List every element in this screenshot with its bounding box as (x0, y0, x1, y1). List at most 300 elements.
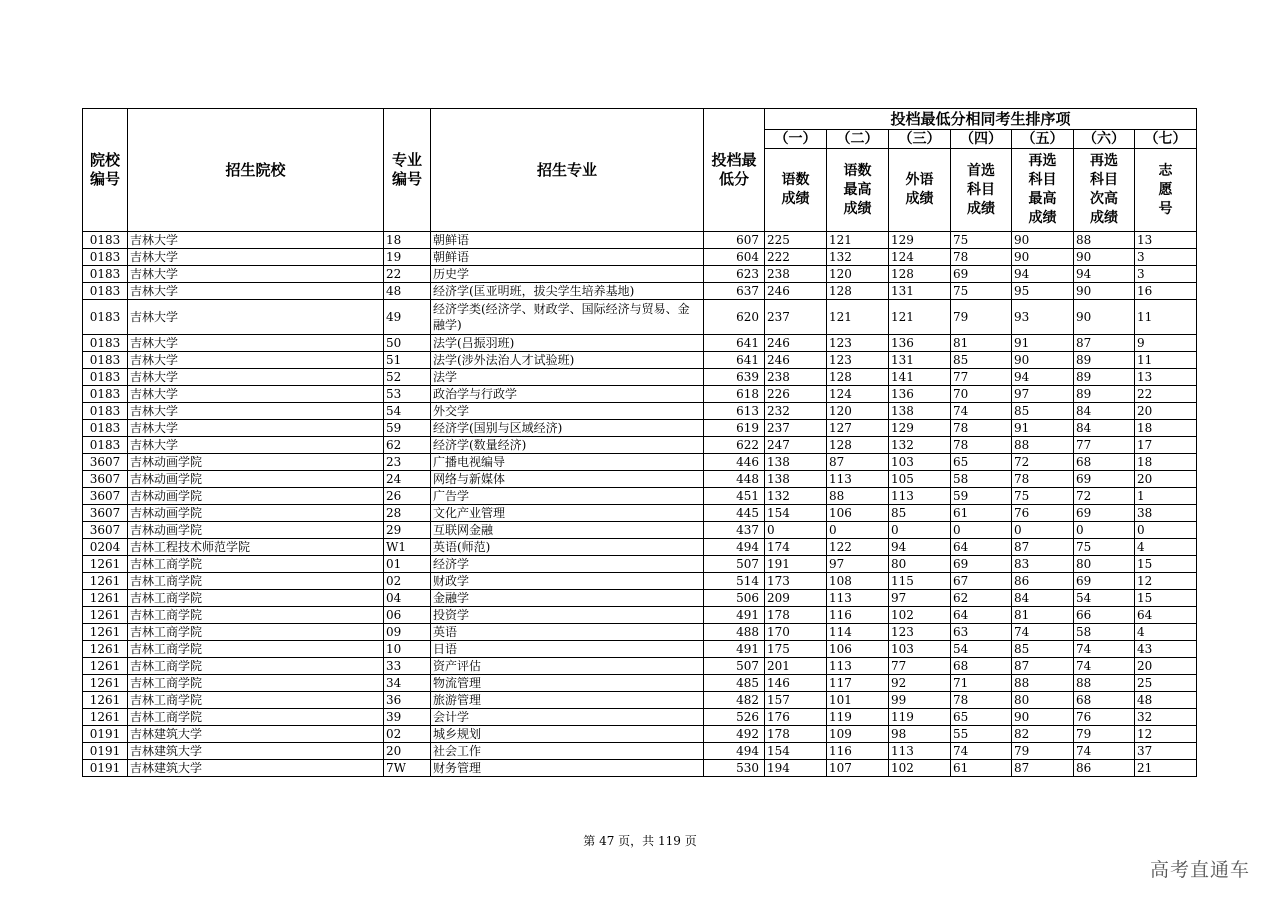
cell-rank-1: 176 (765, 709, 827, 726)
cell-major-name: 文化产业管理 (431, 505, 704, 522)
cell-min-score: 641 (704, 352, 765, 369)
cell-major-code: 09 (384, 624, 431, 641)
cell-rank-3: 85 (889, 505, 951, 522)
cell-school-name: 吉林工商学院 (128, 641, 384, 658)
header-major-code (384, 109, 431, 232)
cell-rank-2: 107 (827, 760, 889, 777)
cell-rank-1: 174 (765, 539, 827, 556)
cell-min-score: 526 (704, 709, 765, 726)
cell-min-score: 637 (704, 283, 765, 300)
cell-rank-5: 78 (1012, 471, 1074, 488)
cell-school-code: 0191 (83, 743, 128, 760)
cell-school-code: 1261 (83, 658, 128, 675)
cell-school-name: 吉林大学 (128, 386, 384, 403)
cell-min-score: 494 (704, 743, 765, 760)
cell-rank-2: 108 (827, 573, 889, 590)
cell-rank-5: 84 (1012, 590, 1074, 607)
cell-rank-3: 141 (889, 369, 951, 386)
cell-rank-5: 88 (1012, 675, 1074, 692)
cell-major-name: 广播电视编导 (431, 454, 704, 471)
cell-school-name: 吉林大学 (128, 335, 384, 352)
cell-rank-5: 82 (1012, 726, 1074, 743)
cell-rank-1: 238 (765, 369, 827, 386)
cell-min-score: 451 (704, 488, 765, 505)
cell-major-name: 外交学 (431, 403, 704, 420)
cell-rank-2: 128 (827, 283, 889, 300)
cell-rank-1: 238 (765, 266, 827, 283)
cell-rank-2: 101 (827, 692, 889, 709)
cell-rank-6: 75 (1074, 539, 1135, 556)
watermark-logo: 高考直通车 (1149, 859, 1250, 881)
header-rank-7: （七） (1135, 130, 1197, 149)
cell-rank-1: 247 (765, 437, 827, 454)
table-header (83, 109, 1197, 232)
cell-rank-4: 70 (951, 386, 1012, 403)
cell-rank-3: 128 (889, 266, 951, 283)
cell-rank-4: 71 (951, 675, 1012, 692)
cell-major-name: 投资学 (431, 607, 704, 624)
cell-school-name: 吉林工商学院 (128, 709, 384, 726)
cell-rank-2: 127 (827, 420, 889, 437)
cell-rank-4: 75 (951, 232, 1012, 249)
cell-major-name: 经济学(匡亚明班，拔尖学生培养基地) (431, 283, 704, 300)
cell-rank-1: 232 (765, 403, 827, 420)
cell-rank-1: 194 (765, 760, 827, 777)
cell-school-name: 吉林大学 (128, 369, 384, 386)
cell-rank-1: 237 (765, 420, 827, 437)
cell-rank-6: 74 (1074, 658, 1135, 675)
cell-min-score: 506 (704, 590, 765, 607)
cell-school-name: 吉林工程技术师范学院 (128, 539, 384, 556)
cell-rank-3: 129 (889, 232, 951, 249)
table-row (83, 760, 1197, 777)
cell-rank-7: 21 (1135, 760, 1197, 777)
cell-major-code: 49 (384, 300, 431, 335)
cell-rank-5: 91 (1012, 335, 1074, 352)
cell-rank-4: 74 (951, 403, 1012, 420)
header-major-code-text: 专业编号 (392, 151, 423, 188)
cell-school-name: 吉林大学 (128, 420, 384, 437)
header-rank-item-6 (1074, 149, 1135, 232)
cell-rank-3: 77 (889, 658, 951, 675)
cell-rank-6: 69 (1074, 471, 1135, 488)
cell-school-code: 1261 (83, 641, 128, 658)
cell-school-code: 0183 (83, 352, 128, 369)
cell-rank-6: 76 (1074, 709, 1135, 726)
cell-rank-5: 80 (1012, 692, 1074, 709)
cell-rank-1: 178 (765, 726, 827, 743)
cell-rank-3: 92 (889, 675, 951, 692)
cell-major-name: 经济学(国别与区域经济) (431, 420, 704, 437)
cell-major-name: 法学(吕振羽班) (431, 335, 704, 352)
cell-rank-2: 119 (827, 709, 889, 726)
cell-rank-7: 12 (1135, 726, 1197, 743)
cell-rank-5: 86 (1012, 573, 1074, 590)
cell-rank-1: 175 (765, 641, 827, 658)
cell-min-score: 485 (704, 675, 765, 692)
cell-major-name: 财政学 (431, 573, 704, 590)
cell-rank-7: 48 (1135, 692, 1197, 709)
cell-rank-3: 131 (889, 283, 951, 300)
cell-rank-6: 87 (1074, 335, 1135, 352)
cell-rank-1: 0 (765, 522, 827, 539)
cell-school-name: 吉林工商学院 (128, 692, 384, 709)
admission-score-table (82, 108, 1197, 777)
cell-rank-5: 91 (1012, 420, 1074, 437)
header-min-score-text: 投档最低分 (711, 151, 757, 188)
table-body (83, 232, 1197, 777)
table-row (83, 283, 1197, 300)
table-row (83, 420, 1197, 437)
header-rank-item-text: 外语成绩 (905, 172, 934, 207)
cell-rank-2: 106 (827, 505, 889, 522)
cell-rank-2: 120 (827, 266, 889, 283)
cell-rank-4: 75 (951, 283, 1012, 300)
cell-min-score: 491 (704, 607, 765, 624)
cell-school-code: 0191 (83, 726, 128, 743)
cell-rank-1: 173 (765, 573, 827, 590)
cell-school-code: 0183 (83, 283, 128, 300)
cell-school-name: 吉林大学 (128, 266, 384, 283)
cell-rank-1: 138 (765, 471, 827, 488)
cell-school-name: 吉林工商学院 (128, 675, 384, 692)
cell-rank-5: 87 (1012, 658, 1074, 675)
table-row (83, 743, 1197, 760)
cell-major-name: 经济学类(经济学、财政学、国际经济与贸易、金融学) (431, 300, 704, 335)
cell-min-score: 530 (704, 760, 765, 777)
cell-rank-5: 83 (1012, 556, 1074, 573)
cell-school-name: 吉林工商学院 (128, 624, 384, 641)
cell-rank-6: 72 (1074, 488, 1135, 505)
table-row (83, 573, 1197, 590)
cell-rank-5: 94 (1012, 369, 1074, 386)
cell-major-code: 53 (384, 386, 431, 403)
table-row (83, 232, 1197, 249)
cell-major-name: 法学(涉外法治人才试验班) (431, 352, 704, 369)
table-row (83, 471, 1197, 488)
cell-rank-2: 132 (827, 249, 889, 266)
cell-school-name: 吉林建筑大学 (128, 760, 384, 777)
cell-rank-7: 15 (1135, 590, 1197, 607)
cell-rank-2: 113 (827, 658, 889, 675)
cell-min-score: 607 (704, 232, 765, 249)
cell-rank-7: 12 (1135, 573, 1197, 590)
header-rank-item-3 (889, 149, 951, 232)
cell-min-score: 482 (704, 692, 765, 709)
cell-major-code: 26 (384, 488, 431, 505)
cell-rank-2: 114 (827, 624, 889, 641)
cell-rank-1: 146 (765, 675, 827, 692)
cell-rank-4: 77 (951, 369, 1012, 386)
cell-school-code: 0191 (83, 760, 128, 777)
cell-school-code: 3607 (83, 454, 128, 471)
cell-major-name: 英语 (431, 624, 704, 641)
cell-major-code: 23 (384, 454, 431, 471)
header-rank-item-text: 首选科目成绩 (967, 162, 995, 217)
cell-major-code: W1 (384, 539, 431, 556)
cell-rank-3: 105 (889, 471, 951, 488)
cell-school-name: 吉林建筑大学 (128, 743, 384, 760)
table-row (83, 505, 1197, 522)
cell-rank-2: 123 (827, 335, 889, 352)
cell-rank-3: 115 (889, 573, 951, 590)
cell-rank-2: 117 (827, 675, 889, 692)
cell-rank-5: 72 (1012, 454, 1074, 471)
cell-school-code: 0183 (83, 249, 128, 266)
cell-rank-6: 84 (1074, 420, 1135, 437)
cell-rank-1: 222 (765, 249, 827, 266)
cell-rank-3: 138 (889, 403, 951, 420)
cell-school-name: 吉林大学 (128, 283, 384, 300)
cell-school-code: 1261 (83, 556, 128, 573)
table-row (83, 607, 1197, 624)
cell-major-name: 网络与新媒体 (431, 471, 704, 488)
header-min-score (704, 109, 765, 232)
cell-rank-7: 38 (1135, 505, 1197, 522)
cell-school-name: 吉林工商学院 (128, 658, 384, 675)
cell-school-name: 吉林大学 (128, 232, 384, 249)
cell-min-score: 613 (704, 403, 765, 420)
cell-rank-5: 90 (1012, 232, 1074, 249)
cell-rank-1: 225 (765, 232, 827, 249)
cell-major-name: 经济学(数量经济) (431, 437, 704, 454)
cell-rank-6: 80 (1074, 556, 1135, 573)
cell-rank-1: 138 (765, 454, 827, 471)
cell-rank-2: 109 (827, 726, 889, 743)
cell-rank-1: 246 (765, 335, 827, 352)
header-school-code-text: 院校编号 (90, 151, 121, 188)
cell-rank-7: 0 (1135, 522, 1197, 539)
cell-major-code: 02 (384, 726, 431, 743)
cell-rank-6: 79 (1074, 726, 1135, 743)
cell-major-code: 10 (384, 641, 431, 658)
cell-rank-1: 237 (765, 300, 827, 335)
cell-rank-1: 170 (765, 624, 827, 641)
header-rank-item-4 (951, 149, 1012, 232)
cell-major-code: 04 (384, 590, 431, 607)
cell-major-code: 48 (384, 283, 431, 300)
cell-major-name: 朝鲜语 (431, 232, 704, 249)
cell-min-score: 514 (704, 573, 765, 590)
cell-min-score: 437 (704, 522, 765, 539)
cell-rank-5: 90 (1012, 352, 1074, 369)
cell-rank-7: 4 (1135, 624, 1197, 641)
cell-rank-4: 64 (951, 539, 1012, 556)
cell-school-code: 3607 (83, 488, 128, 505)
page-footer: 第 47 页，共 119 页 (583, 834, 697, 848)
cell-major-name: 社会工作 (431, 743, 704, 760)
table-row (83, 335, 1197, 352)
cell-rank-3: 121 (889, 300, 951, 335)
cell-rank-6: 89 (1074, 352, 1135, 369)
cell-major-name: 经济学 (431, 556, 704, 573)
cell-rank-4: 61 (951, 760, 1012, 777)
cell-rank-2: 116 (827, 743, 889, 760)
cell-major-code: 33 (384, 658, 431, 675)
header-rank-item-5 (1012, 149, 1074, 232)
cell-major-code: 54 (384, 403, 431, 420)
cell-major-code: 22 (384, 266, 431, 283)
cell-rank-7: 11 (1135, 352, 1197, 369)
cell-school-code: 0183 (83, 403, 128, 420)
header-rank-4: （四） (951, 130, 1012, 149)
header-rank-5: （五） (1012, 130, 1074, 149)
cell-rank-5: 85 (1012, 403, 1074, 420)
cell-school-name: 吉林动画学院 (128, 488, 384, 505)
cell-rank-7: 64 (1135, 607, 1197, 624)
cell-rank-6: 84 (1074, 403, 1135, 420)
cell-rank-2: 128 (827, 437, 889, 454)
cell-school-code: 0183 (83, 266, 128, 283)
cell-rank-2: 124 (827, 386, 889, 403)
cell-rank-4: 55 (951, 726, 1012, 743)
cell-rank-6: 90 (1074, 283, 1135, 300)
header-rank-item-7 (1135, 149, 1197, 232)
table-row (83, 709, 1197, 726)
table-row (83, 300, 1197, 335)
cell-rank-3: 94 (889, 539, 951, 556)
cell-rank-4: 74 (951, 743, 1012, 760)
cell-major-code: 29 (384, 522, 431, 539)
header-rank-item-1 (765, 149, 827, 232)
cell-rank-1: 154 (765, 505, 827, 522)
cell-rank-6: 90 (1074, 249, 1135, 266)
cell-rank-7: 15 (1135, 556, 1197, 573)
table-row (83, 556, 1197, 573)
cell-school-code: 0183 (83, 300, 128, 335)
header-major-name: 招生专业 (431, 109, 704, 232)
cell-min-score: 446 (704, 454, 765, 471)
cell-major-name: 英语(师范) (431, 539, 704, 556)
cell-rank-1: 201 (765, 658, 827, 675)
cell-school-name: 吉林工商学院 (128, 607, 384, 624)
cell-rank-1: 246 (765, 283, 827, 300)
cell-rank-2: 113 (827, 471, 889, 488)
cell-rank-6: 0 (1074, 522, 1135, 539)
cell-rank-6: 68 (1074, 692, 1135, 709)
cell-school-code: 0183 (83, 386, 128, 403)
cell-rank-4: 58 (951, 471, 1012, 488)
cell-rank-7: 13 (1135, 369, 1197, 386)
cell-rank-6: 88 (1074, 675, 1135, 692)
cell-rank-6: 89 (1074, 369, 1135, 386)
cell-rank-2: 120 (827, 403, 889, 420)
cell-rank-1: 154 (765, 743, 827, 760)
cell-rank-4: 54 (951, 641, 1012, 658)
cell-rank-3: 113 (889, 743, 951, 760)
cell-rank-5: 88 (1012, 437, 1074, 454)
cell-major-code: 50 (384, 335, 431, 352)
cell-rank-5: 93 (1012, 300, 1074, 335)
cell-min-score: 494 (704, 539, 765, 556)
cell-rank-5: 79 (1012, 743, 1074, 760)
cell-rank-4: 85 (951, 352, 1012, 369)
cell-rank-7: 43 (1135, 641, 1197, 658)
cell-rank-3: 119 (889, 709, 951, 726)
cell-school-name: 吉林动画学院 (128, 522, 384, 539)
cell-rank-4: 67 (951, 573, 1012, 590)
cell-min-score: 492 (704, 726, 765, 743)
cell-rank-6: 77 (1074, 437, 1135, 454)
cell-rank-7: 18 (1135, 454, 1197, 471)
header-rank-item-text: 语数最高成绩 (843, 162, 872, 217)
cell-rank-2: 128 (827, 369, 889, 386)
cell-rank-5: 95 (1012, 283, 1074, 300)
cell-rank-2: 122 (827, 539, 889, 556)
cell-major-code: 19 (384, 249, 431, 266)
cell-min-score: 620 (704, 300, 765, 335)
cell-major-name: 政治学与行政学 (431, 386, 704, 403)
cell-rank-5: 0 (1012, 522, 1074, 539)
table-row (83, 369, 1197, 386)
cell-rank-3: 97 (889, 590, 951, 607)
cell-school-name: 吉林大学 (128, 249, 384, 266)
cell-rank-6: 58 (1074, 624, 1135, 641)
cell-rank-7: 22 (1135, 386, 1197, 403)
cell-min-score: 507 (704, 658, 765, 675)
cell-rank-7: 20 (1135, 471, 1197, 488)
cell-school-name: 吉林大学 (128, 437, 384, 454)
cell-min-score: 639 (704, 369, 765, 386)
table-row (83, 386, 1197, 403)
cell-rank-7: 20 (1135, 658, 1197, 675)
table-row (83, 675, 1197, 692)
cell-rank-7: 18 (1135, 420, 1197, 437)
cell-rank-1: 226 (765, 386, 827, 403)
cell-school-name: 吉林工商学院 (128, 573, 384, 590)
table-row (83, 249, 1197, 266)
cell-rank-6: 66 (1074, 607, 1135, 624)
cell-rank-3: 131 (889, 352, 951, 369)
cell-rank-6: 69 (1074, 573, 1135, 590)
cell-min-score: 507 (704, 556, 765, 573)
cell-min-score: 618 (704, 386, 765, 403)
cell-min-score: 641 (704, 335, 765, 352)
cell-school-code: 0183 (83, 369, 128, 386)
cell-rank-3: 103 (889, 454, 951, 471)
cell-rank-3: 124 (889, 249, 951, 266)
cell-min-score: 445 (704, 505, 765, 522)
cell-rank-4: 0 (951, 522, 1012, 539)
cell-rank-6: 68 (1074, 454, 1135, 471)
cell-rank-6: 54 (1074, 590, 1135, 607)
table-row (83, 403, 1197, 420)
cell-school-name: 吉林大学 (128, 403, 384, 420)
cell-rank-2: 0 (827, 522, 889, 539)
cell-min-score: 622 (704, 437, 765, 454)
cell-school-code: 1261 (83, 573, 128, 590)
cell-rank-7: 1 (1135, 488, 1197, 505)
header-rank-item-text: 语数成绩 (781, 172, 810, 207)
cell-rank-4: 69 (951, 556, 1012, 573)
cell-rank-4: 69 (951, 266, 1012, 283)
cell-rank-5: 85 (1012, 641, 1074, 658)
cell-min-score: 448 (704, 471, 765, 488)
cell-rank-4: 61 (951, 505, 1012, 522)
cell-school-code: 3607 (83, 471, 128, 488)
cell-rank-2: 121 (827, 232, 889, 249)
cell-min-score: 623 (704, 266, 765, 283)
cell-rank-3: 136 (889, 335, 951, 352)
cell-rank-7: 37 (1135, 743, 1197, 760)
cell-school-name: 吉林动画学院 (128, 505, 384, 522)
table-row (83, 692, 1197, 709)
cell-school-name: 吉林工商学院 (128, 590, 384, 607)
cell-major-name: 日语 (431, 641, 704, 658)
cell-rank-6: 90 (1074, 300, 1135, 335)
cell-major-code: 59 (384, 420, 431, 437)
cell-major-code: 18 (384, 232, 431, 249)
